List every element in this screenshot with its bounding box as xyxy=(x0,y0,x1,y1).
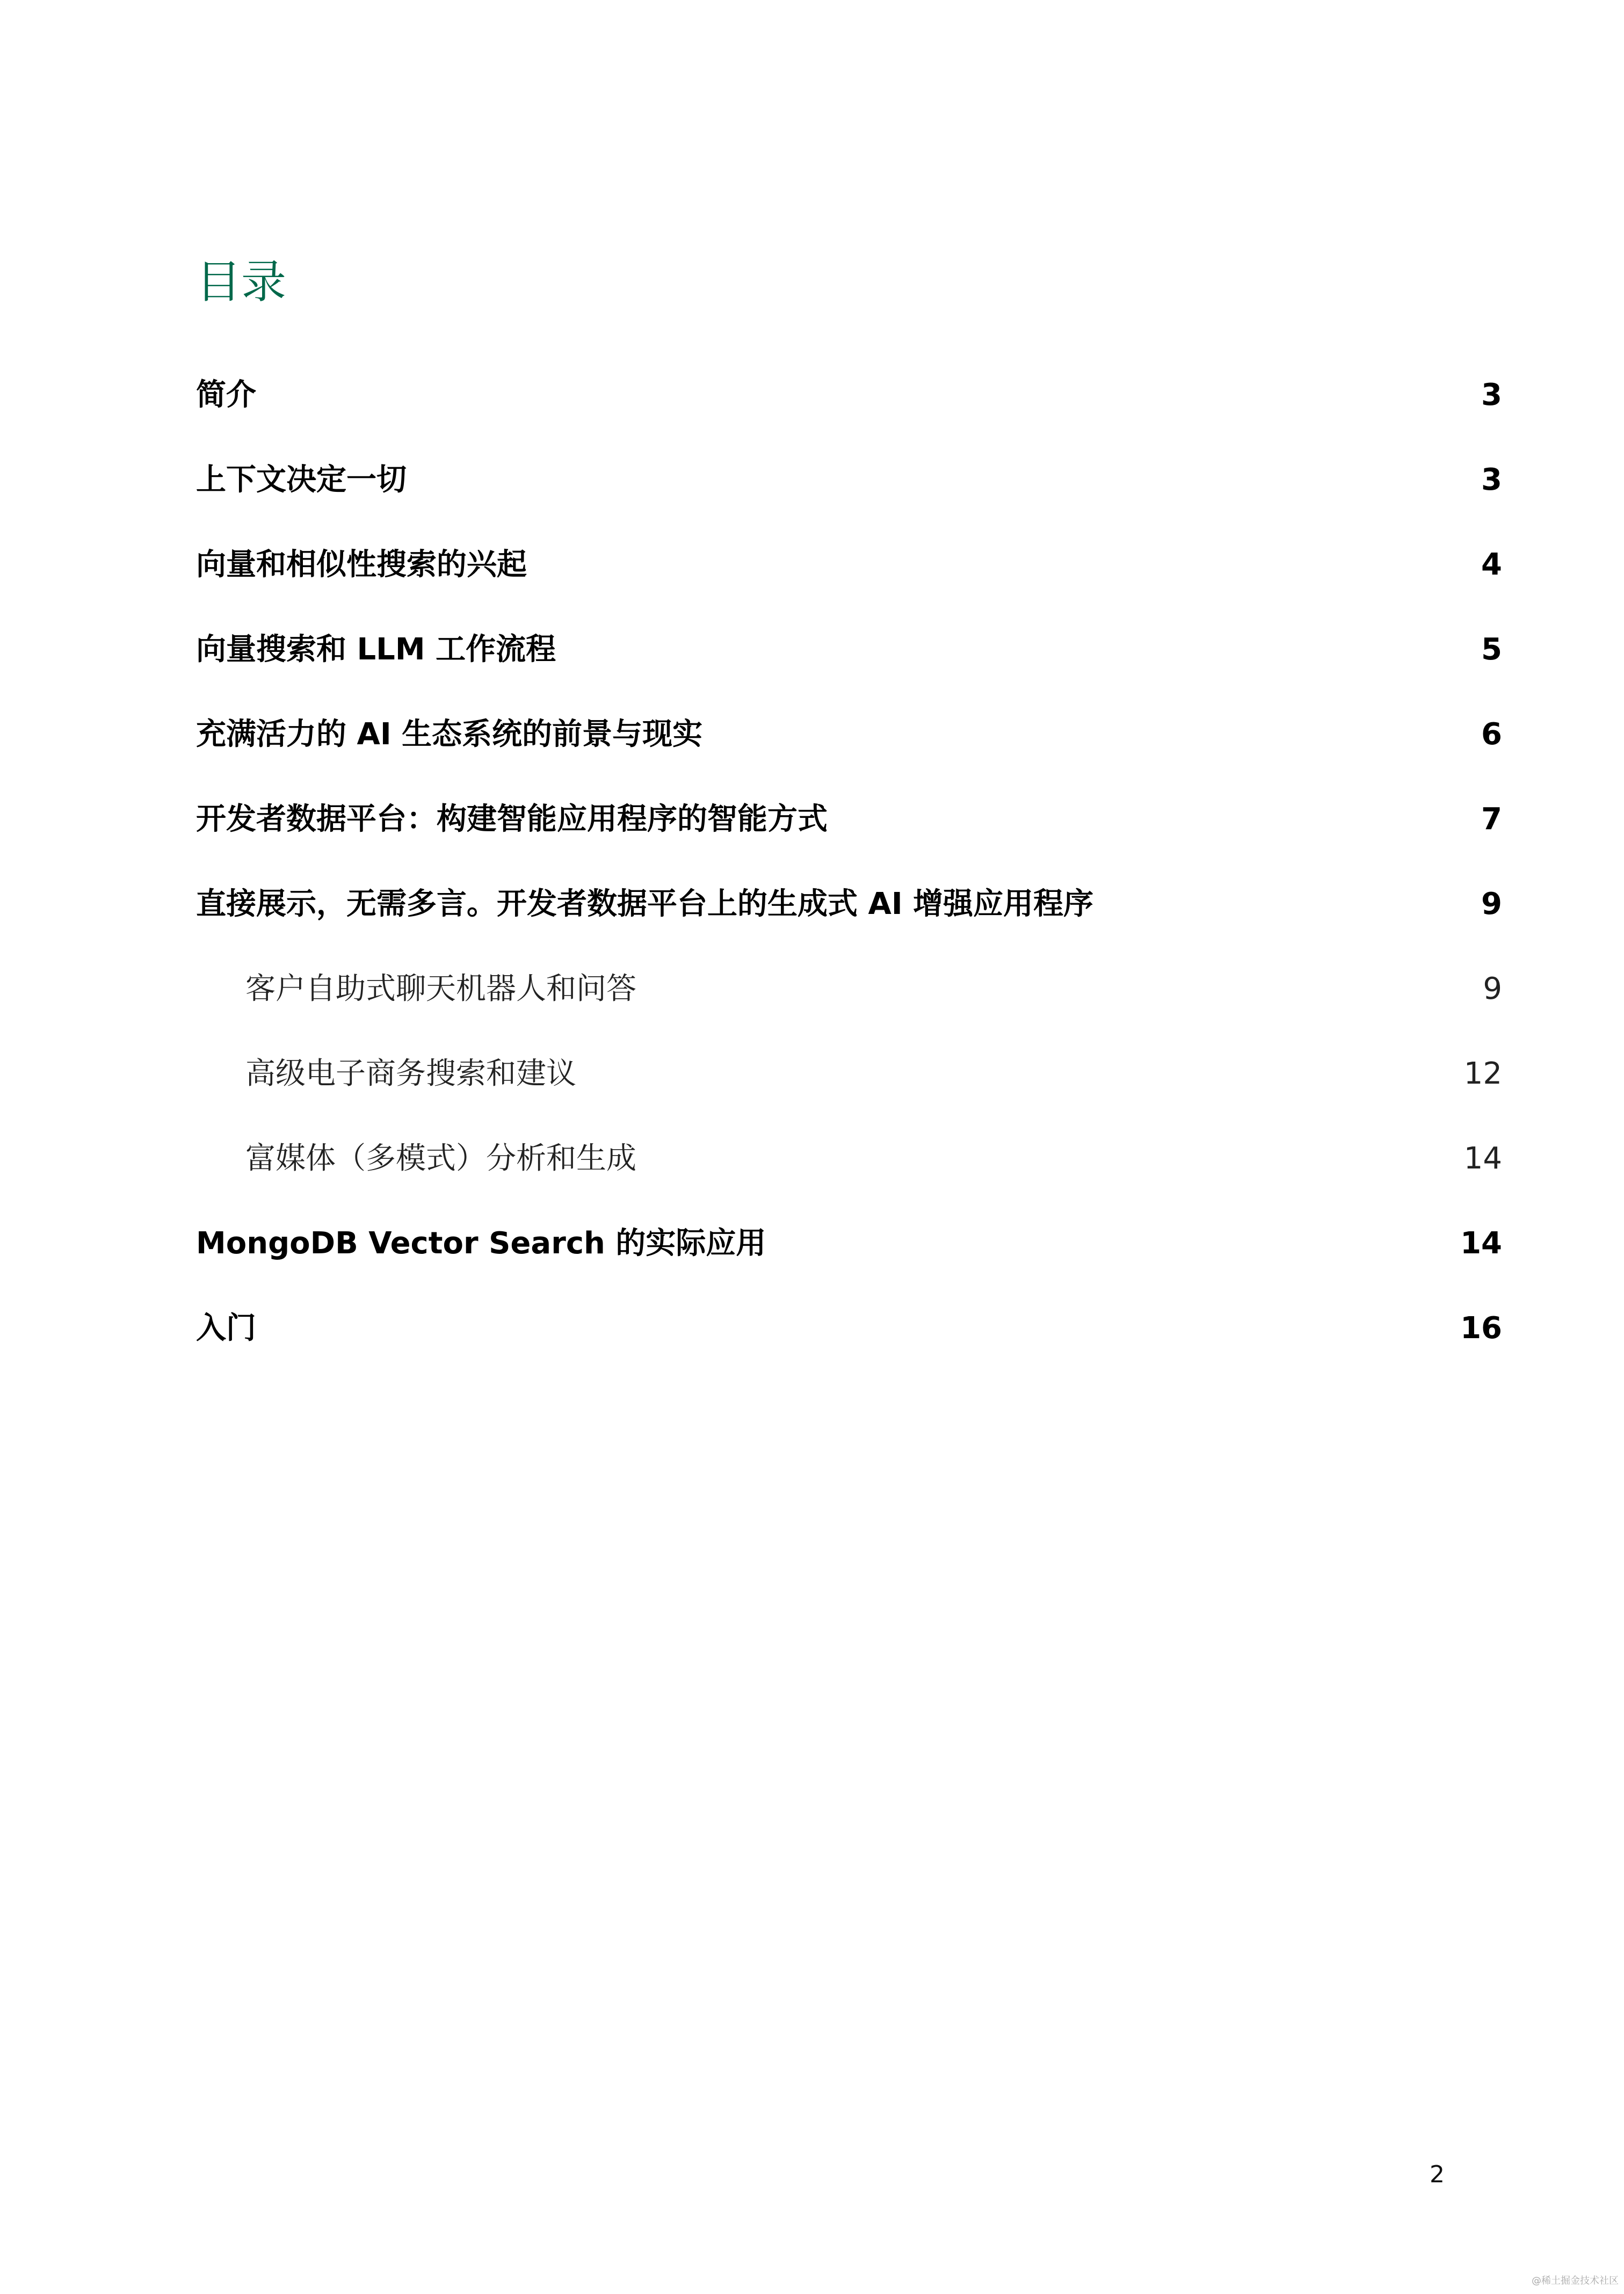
toc-entry-label: 入门 xyxy=(196,1311,256,1346)
toc-entry-page: 16 xyxy=(1460,1311,1502,1346)
toc-entry-vector-similarity[interactable] xyxy=(196,522,1502,607)
toc-entry-page: 3 xyxy=(1481,378,1502,412)
toc-entry-page: 9 xyxy=(1481,887,1502,921)
toc-entry-developer-data-platform[interactable] xyxy=(196,777,1502,862)
toc-entry-page: 12 xyxy=(1463,1056,1502,1091)
toc-entry-context[interactable] xyxy=(196,438,1502,522)
page-number: 2 xyxy=(1430,2161,1445,2188)
toc-entry-getting-started[interactable] xyxy=(196,1286,1502,1371)
toc-entry-label: 富媒体（多模式）分析和生成 xyxy=(245,1141,636,1176)
toc-entry-genai-apps[interactable] xyxy=(196,862,1502,947)
toc-entry-label: 开发者数据平台：构建智能应用程序的智能方式 xyxy=(196,802,828,837)
toc-entry-label: 充满活力的 AI 生态系统的前景与现实 xyxy=(196,717,703,752)
toc-entry-page: 14 xyxy=(1463,1141,1502,1176)
toc-entry-label: 向量和相似性搜索的兴起 xyxy=(196,547,527,582)
toc-entry-label: 简介 xyxy=(196,378,256,412)
toc-entry-page: 4 xyxy=(1481,547,1502,582)
toc-entry-page: 14 xyxy=(1460,1226,1502,1261)
toc-entry-vector-llm-workflow[interactable] xyxy=(196,607,1502,692)
toc-entry-page: 6 xyxy=(1481,717,1502,752)
toc-entry-page: 7 xyxy=(1481,802,1502,837)
toc-entry-page: 3 xyxy=(1481,462,1502,497)
page-title: 目录 xyxy=(196,256,287,308)
toc-entry-page: 9 xyxy=(1483,971,1502,1006)
toc-entry-label: MongoDB Vector Search 的实际应用 xyxy=(196,1226,766,1261)
toc-entry-label: 向量搜索和 LLM 工作流程 xyxy=(196,632,556,667)
table-of-contents xyxy=(196,353,1502,1371)
watermark: @稀土掘金技术社区 xyxy=(1532,2275,1619,2286)
toc-entry-introduction[interactable] xyxy=(196,353,1502,438)
toc-subentry-ecommerce-search[interactable] xyxy=(196,1032,1502,1116)
toc-subentry-chatbot[interactable] xyxy=(196,947,1502,1032)
toc-entry-page: 5 xyxy=(1481,632,1502,667)
toc-subentry-rich-media[interactable] xyxy=(196,1116,1502,1201)
toc-entry-ai-ecosystem[interactable] xyxy=(196,692,1502,777)
toc-entry-label: 直接展示，无需多言。开发者数据平台上的生成式 AI 增强应用程序 xyxy=(196,887,1094,921)
toc-entry-label: 高级电子商务搜索和建议 xyxy=(245,1056,576,1091)
toc-entry-label: 客户自助式聊天机器人和问答 xyxy=(245,971,636,1006)
toc-entry-label: 上下文决定一切 xyxy=(196,462,407,497)
toc-entry-mongodb-vector-search[interactable] xyxy=(196,1201,1502,1286)
